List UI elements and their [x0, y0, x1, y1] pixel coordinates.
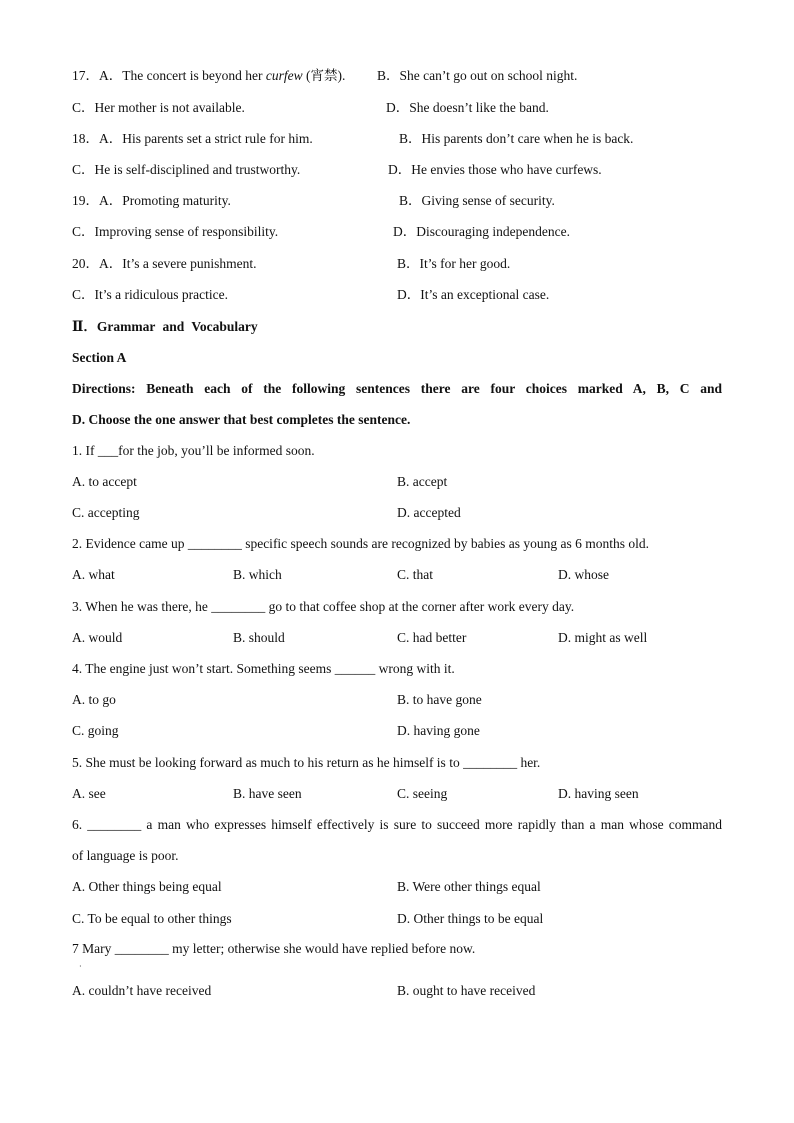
- part-title: Ⅱ．Grammar and Vocabulary: [72, 319, 258, 334]
- question-3-options: [0, 628, 794, 648]
- question-18-option-a: 18．A．His parents set a strict rule for him.: [72, 131, 313, 146]
- question-6-stem-line-2: of language is poor.: [72, 848, 179, 863]
- question-4-option-b[interactable]: B. to have gone: [397, 692, 482, 707]
- part-title-row: [0, 317, 794, 337]
- question-4-stem: 4. The engine just won’t start. Something seems ______ wrong with it.: [72, 661, 455, 676]
- question-6-option-b[interactable]: B. Were other things equal: [397, 879, 541, 894]
- question-2-option-a[interactable]: A. what: [72, 567, 115, 582]
- question-19-option-c: C．Improving sense of responsibility.: [72, 224, 279, 239]
- directions-row-2: [0, 410, 794, 430]
- question-6-stem-row-2: [0, 846, 794, 866]
- question-18-option-b: B．His parents don’t care when he is back.: [399, 131, 634, 146]
- section-title: Section A: [72, 350, 127, 365]
- question-4-stem-row: [0, 659, 794, 679]
- question-3-option-b[interactable]: B. should: [233, 630, 285, 645]
- question-19-option-b: B．Giving sense of security.: [399, 193, 555, 208]
- question-3-stem: 3. When he was there, he ________ go to that coffee shop at the corner after work every day.: [72, 599, 575, 614]
- question-4-options-ab: [0, 690, 794, 710]
- question-7-stem: 7 Mary ________ my letter; otherwise she would have replied before now.: [72, 941, 476, 956]
- question-4-option-c[interactable]: C. going: [72, 723, 119, 738]
- question-5-options: [0, 784, 794, 804]
- question-5-option-d[interactable]: D. having seen: [558, 786, 639, 801]
- question-2-option-b[interactable]: B. which: [233, 567, 282, 582]
- question-1-options-ab: [0, 472, 794, 492]
- question-2-option-c[interactable]: C. that: [397, 567, 433, 582]
- question-2-option-d[interactable]: D. whose: [558, 567, 609, 582]
- question-1-option-a[interactable]: A. to accept: [72, 474, 137, 489]
- question-6-options-ab: [0, 877, 794, 897]
- question-1-options-cd: [0, 503, 794, 523]
- question-6-options-cd: [0, 909, 794, 929]
- question-1-option-b[interactable]: B. accept: [397, 474, 448, 489]
- question-4-option-d[interactable]: D. having gone: [397, 723, 480, 738]
- question-17-option-c: C．Her mother is not available.: [72, 100, 245, 115]
- question-20-option-a: 20．A．It’s a severe punishment.: [72, 256, 257, 271]
- directions-line-2: D. Choose the one answer that best completes the sentence.: [72, 412, 411, 427]
- question-7-option-b[interactable]: B. ought to have received: [397, 983, 536, 998]
- question-20-option-b: B．It’s for her good.: [397, 256, 511, 271]
- question-17-option-b: B．She can’t go out on school night.: [377, 68, 578, 83]
- question-19-row: [0, 191, 794, 211]
- question-20-row-cd: [0, 285, 794, 305]
- section-title-row: [0, 348, 794, 368]
- question-5-option-b[interactable]: B. have seen: [233, 786, 302, 801]
- question-5-stem-row: [0, 753, 794, 773]
- question-4-options-cd: [0, 721, 794, 741]
- question-20-option-c: C．It’s a ridiculous practice.: [72, 287, 228, 302]
- question-17-option-d: D．She doesn’t like the band.: [386, 100, 549, 115]
- question-1-stem: 1. If ___for the job, you’ll be informed soon.: [72, 443, 315, 458]
- question-20-option-d: D．It’s an exceptional case.: [397, 287, 550, 302]
- question-17-option-a: 17．A．The concert is beyond her curfew (宵禁).: [72, 68, 346, 83]
- question-17-row: [0, 66, 794, 86]
- question-2-stem-row: [0, 534, 794, 554]
- question-1-stem-row: [0, 441, 794, 461]
- question-4-option-a[interactable]: A. to go: [72, 692, 116, 707]
- question-5-option-a[interactable]: A. see: [72, 786, 106, 801]
- question-18-row-cd: [0, 160, 794, 180]
- question-6-option-a[interactable]: A. Other things being equal: [72, 879, 222, 894]
- question-6-option-d[interactable]: D. Other things to be equal: [397, 911, 544, 926]
- question-5-stem: 5. She must be looking forward as much to his return as he himself is to ________ her.: [72, 755, 541, 770]
- question-17-row-cd: [0, 98, 794, 118]
- question-7-stem-mark: ·: [79, 962, 82, 971]
- question-18-option-d: D．He envies those who have curfews.: [388, 162, 602, 177]
- question-7-option-a[interactable]: A. couldn’t have received: [72, 983, 212, 998]
- question-19-option-a: 19．A．Promoting maturity.: [72, 193, 231, 208]
- question-3-stem-row: [0, 597, 794, 617]
- question-7-stem-row: [0, 939, 794, 959]
- question-6-option-c[interactable]: C. To be equal to other things: [72, 911, 232, 926]
- question-20-row: [0, 254, 794, 274]
- question-1-option-d[interactable]: D. accepted: [397, 505, 461, 520]
- question-6-stem-line-1: 6. ________ a man who expresses himself effectively is sure to succeed more rapidly than a man whose command: [72, 817, 722, 832]
- question-2-options: [0, 565, 794, 585]
- question-18-row: [0, 129, 794, 149]
- question-1-option-c[interactable]: C. accepting: [72, 505, 140, 520]
- directions-line-1: Directions: Beneath each of the following sentences there are four choices marked A, B, C and: [72, 381, 722, 396]
- question-3-option-d[interactable]: D. might as well: [558, 630, 648, 645]
- question-7-options-ab: [0, 981, 794, 1001]
- question-3-option-c[interactable]: C. had better: [397, 630, 467, 645]
- question-2-stem: 2. Evidence came up ________ specific speech sounds are recognized by babies as young as 6 months old.: [72, 536, 649, 551]
- question-19-row-cd: [0, 222, 794, 242]
- question-3-option-a[interactable]: A. would: [72, 630, 123, 645]
- question-5-option-c[interactable]: C. seeing: [397, 786, 448, 801]
- question-19-option-d: D．Discouraging independence.: [393, 224, 570, 239]
- question-18-option-c: C．He is self-disciplined and trustworthy.: [72, 162, 301, 177]
